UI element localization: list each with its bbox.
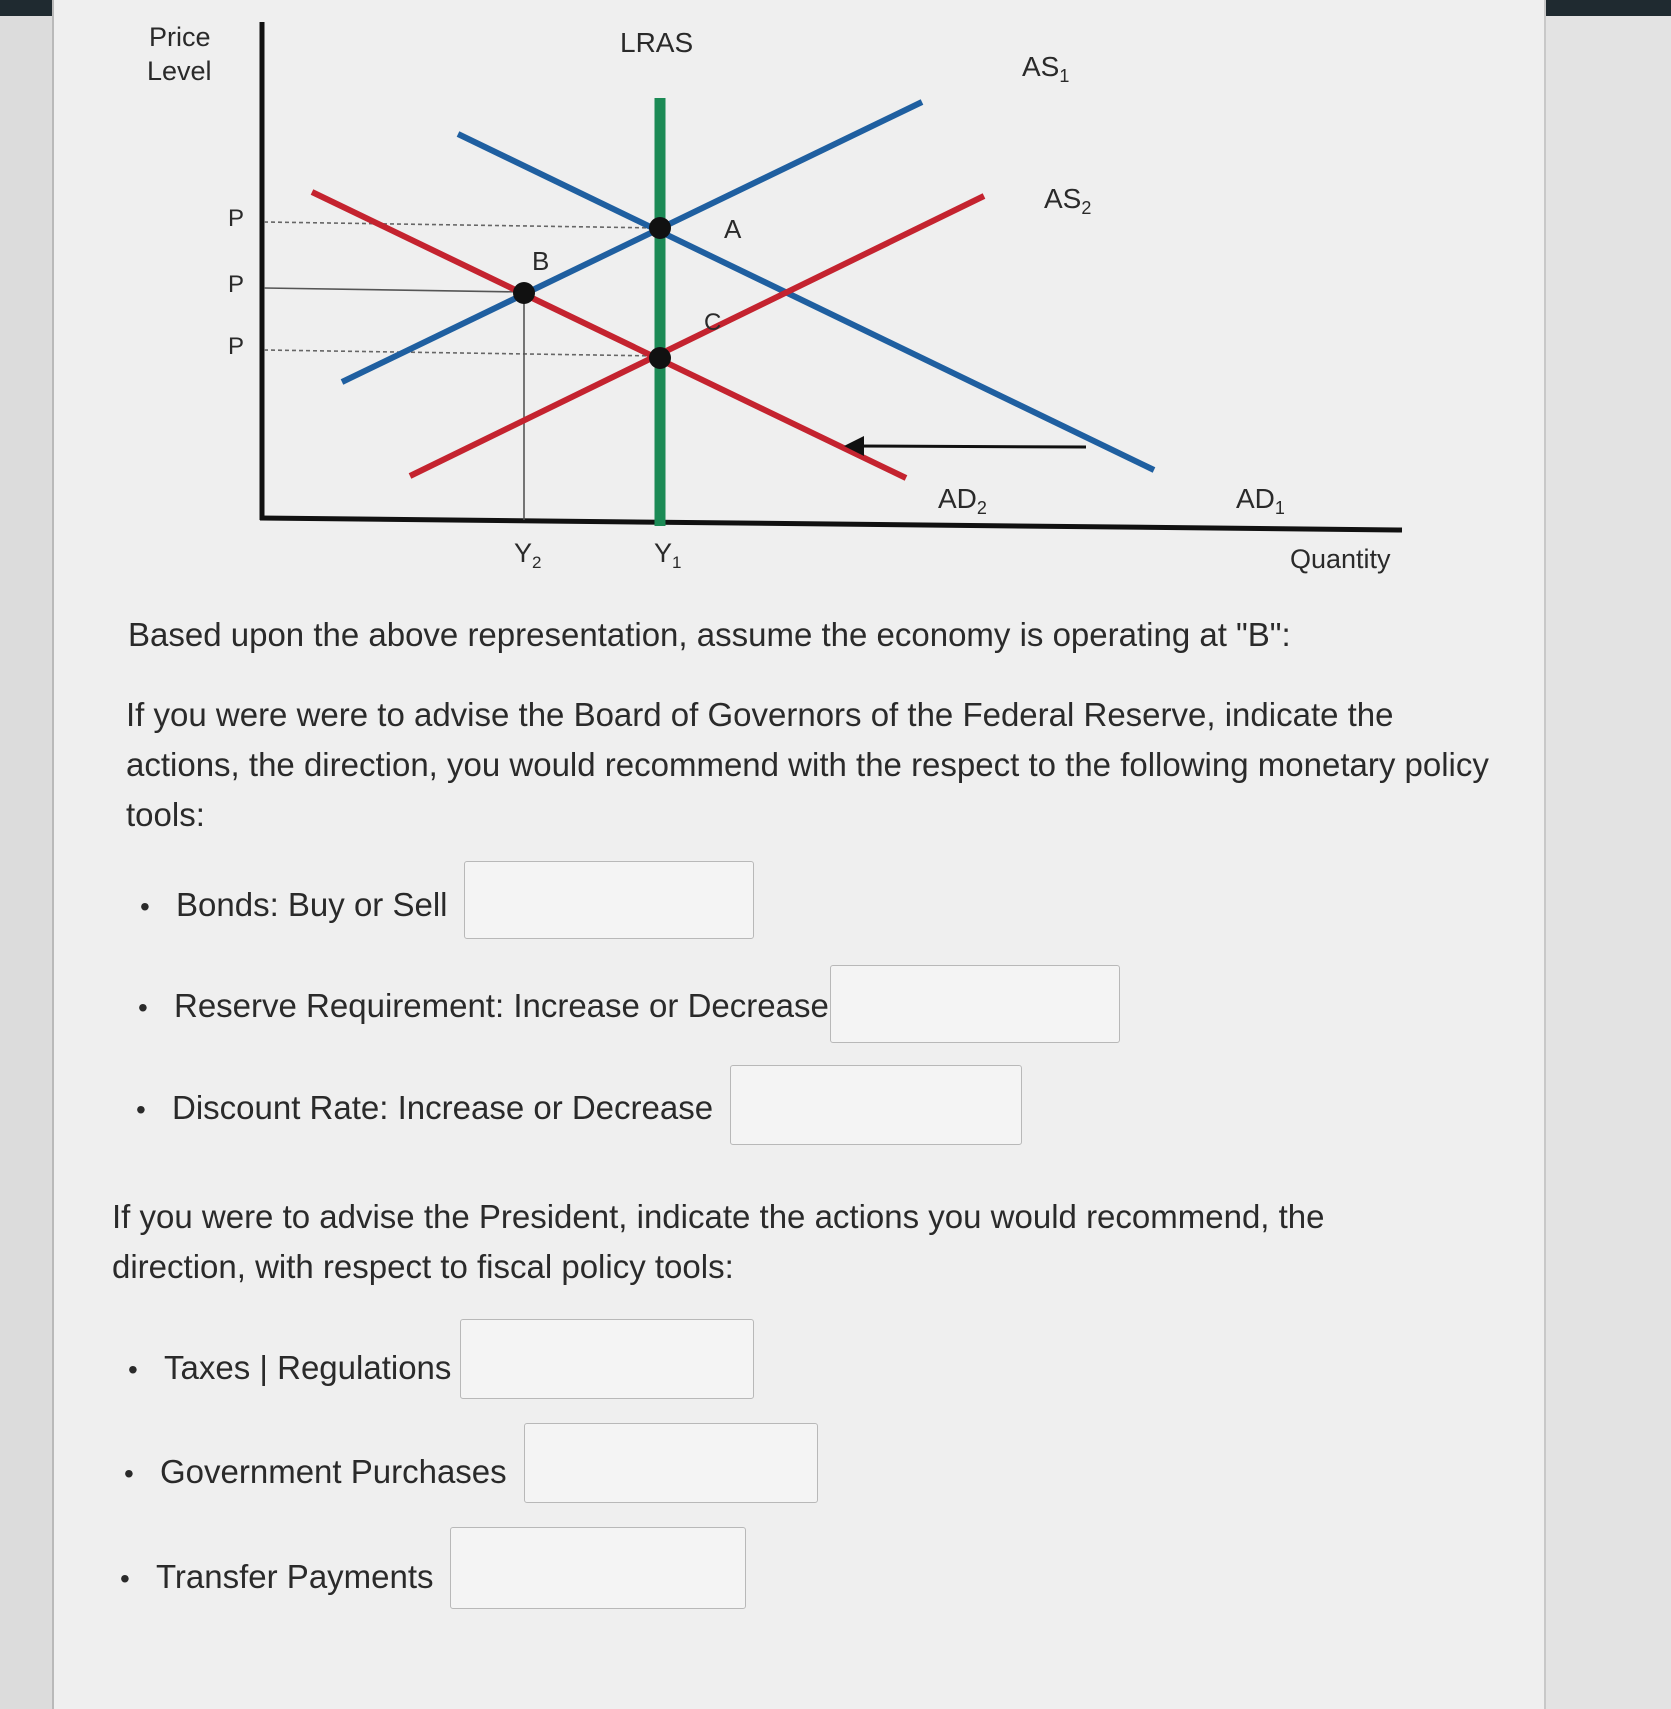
point-c-label: C bbox=[704, 309, 722, 336]
y-axis-label-line1: Price bbox=[149, 22, 211, 52]
government-purchases-item bbox=[124, 1452, 507, 1494]
transfer-payments-answer-input[interactable] bbox=[450, 1527, 746, 1609]
as1-label: $AS_1$ bbox=[1022, 51, 1070, 86]
bonds-label: Bonds: Buy or Sell bbox=[176, 886, 448, 923]
taxes-item bbox=[128, 1348, 451, 1390]
fed-prompt-text: If you were were to advise the Board of Governors of the Federal Reserve, indicate the actions, the direction, you would recommend with the respect to the following monetary policy tools: bbox=[126, 696, 1489, 833]
reserve-requirement-label: Reserve Requirement: Increase or Decrease bbox=[174, 987, 829, 1024]
taxes-answer-input[interactable] bbox=[460, 1319, 754, 1399]
intro-text: Based upon the above representation, assume the economy is operating at "B": bbox=[128, 616, 1291, 653]
lras-label: LRAS bbox=[620, 27, 694, 58]
reserve-requirement-answer-input[interactable] bbox=[830, 965, 1120, 1043]
ad1-label: $AD_1$ bbox=[1236, 483, 1285, 518]
bullet: • bbox=[136, 1094, 146, 1125]
discount-rate-label: Discount Rate: Increase or Decrease bbox=[172, 1089, 714, 1126]
p3-label: P bbox=[228, 333, 245, 360]
p2-guide-line bbox=[264, 288, 524, 292]
president-prompt-text: If you were to advise the President, indicate the actions you would recommend, the direction, with respect to fiscal policy tools: bbox=[112, 1198, 1325, 1285]
government-purchases-label: Government Purchases bbox=[160, 1453, 507, 1490]
bullet: • bbox=[138, 992, 148, 1023]
as1-curve bbox=[342, 102, 922, 382]
bullet: • bbox=[140, 891, 150, 922]
discount-rate-answer-input[interactable] bbox=[730, 1065, 1022, 1145]
point-b-label: B bbox=[532, 246, 550, 276]
x-axis-label: Quantity bbox=[1290, 544, 1391, 574]
point-a-label: A bbox=[724, 214, 742, 244]
shift-arrow-line bbox=[852, 446, 1086, 447]
p1-guide-line bbox=[264, 222, 660, 228]
y2-label: $Y_2$ bbox=[514, 538, 542, 572]
bullet: • bbox=[128, 1354, 138, 1385]
ad2-label: $AD_2$ bbox=[938, 483, 987, 518]
equilibrium-dot-p3 bbox=[649, 347, 671, 369]
equilibrium-dot-b bbox=[513, 282, 535, 304]
as2-curve bbox=[410, 196, 984, 476]
p1-label: P bbox=[228, 205, 245, 232]
transfer-payments-item bbox=[120, 1557, 434, 1599]
bonds-item bbox=[140, 885, 447, 927]
taxes-label: Taxes | Regulations bbox=[164, 1349, 452, 1386]
government-purchases-answer-input[interactable] bbox=[524, 1423, 818, 1503]
y1-label: $Y_1$ bbox=[654, 538, 682, 572]
bonds-answer-input[interactable] bbox=[464, 861, 754, 939]
p3-guide-line bbox=[264, 350, 660, 356]
y-axis-label-line2: Level bbox=[147, 56, 212, 86]
discount-rate-item bbox=[136, 1088, 713, 1130]
right-margin bbox=[1544, 16, 1671, 1709]
bullet: • bbox=[120, 1563, 130, 1594]
bullet: • bbox=[124, 1458, 134, 1489]
ad2-curve bbox=[312, 192, 906, 478]
x-axis bbox=[260, 518, 1402, 530]
reserve-requirement-item bbox=[138, 986, 829, 1028]
transfer-payments-label: Transfer Payments bbox=[156, 1558, 434, 1595]
equilibrium-dot-p1 bbox=[649, 217, 671, 239]
as2-label: $AS_2$ bbox=[1044, 183, 1092, 218]
p2-label: P bbox=[228, 271, 245, 298]
question-page bbox=[52, 0, 1546, 1709]
ad-as-graph bbox=[54, 0, 1544, 600]
